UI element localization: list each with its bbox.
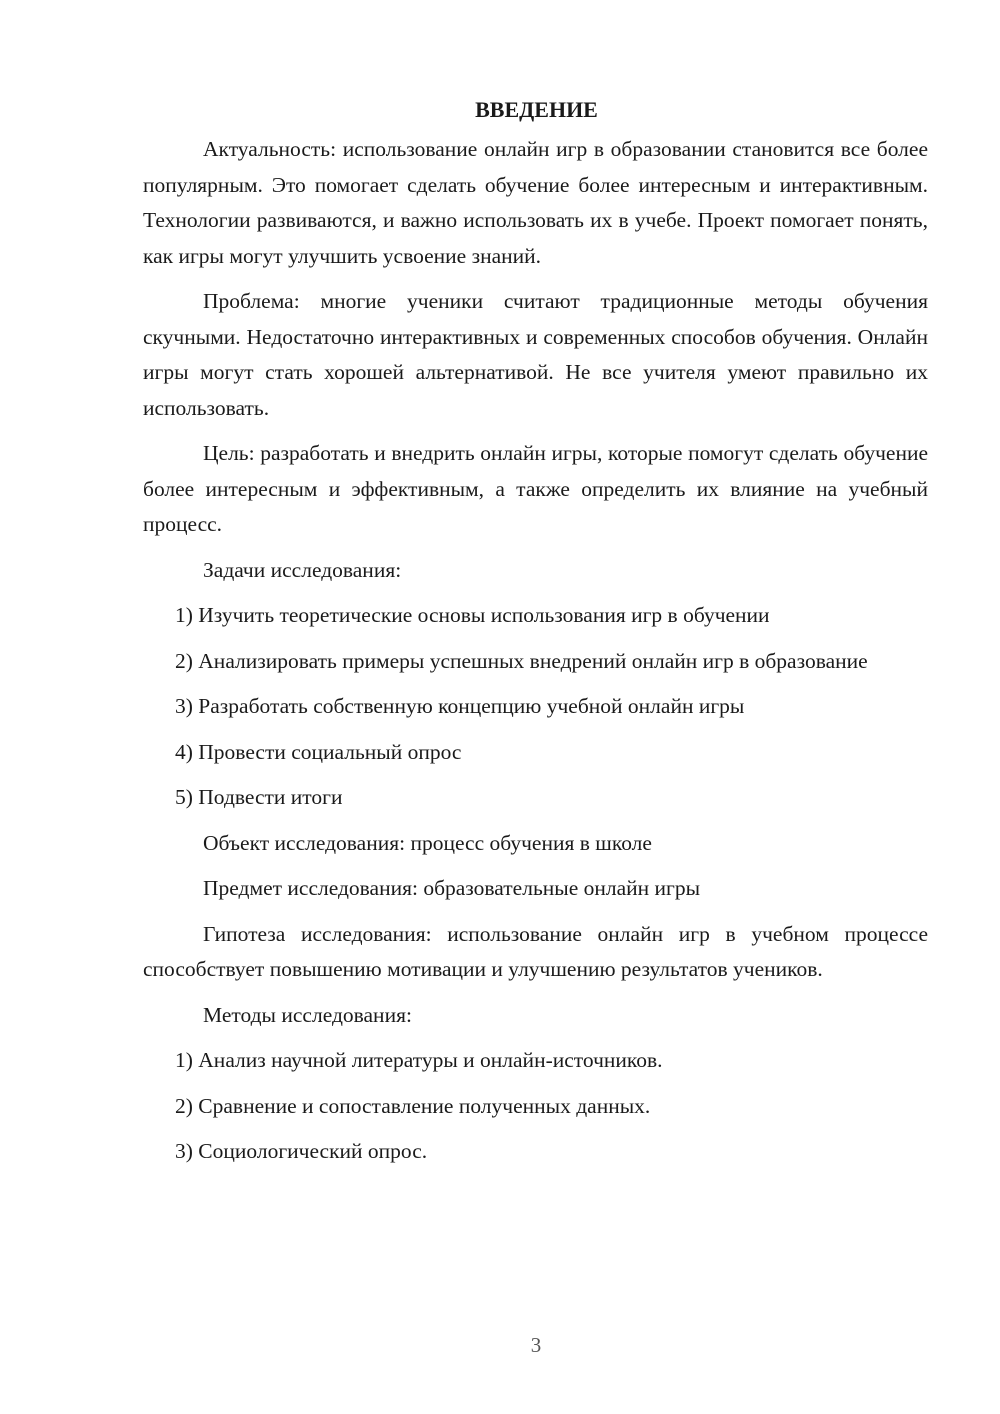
method-item: 3) Социологический опрос. xyxy=(175,1139,428,1163)
task-item: 3) Разработать собственную концепцию учебной онлайн игры xyxy=(175,694,745,718)
task-item: 5) Подвести итоги xyxy=(175,785,343,809)
method-item: 1) Анализ научной литературы и онлайн-источников. xyxy=(175,1048,663,1072)
hypothesis-paragraph: Гипотеза исследования: использование онлайн игр в учебном процессе способствует повышению мотивации и улучшению результатов учеников. xyxy=(143,921,928,981)
section-title: ВВЕДЕНИЕ xyxy=(475,97,598,122)
research-subject: Предмет исследования: образовательные онлайн игры xyxy=(203,876,701,900)
goal-paragraph: Цель: разработать и внедрить онлайн игры, которые помогут сделать обучение более интересным и эффективным, а также определить их влияние на учебный процесс. xyxy=(143,441,928,536)
methods-heading: Методы исследования: xyxy=(203,1002,412,1027)
method-item: 2) Сравнение и сопоставление полученных данных. xyxy=(175,1093,651,1118)
task-item: 2) Анализировать примеры успешных внедрений онлайн игр в образование xyxy=(175,648,868,673)
relevance-paragraph: Актуальность: использование онлайн игр в образовании становится все более популярным. Это помогает сделать обучение более интересным и интерактивным. Технологии развиваются, и важно использовать их в учебе. Проект помогает понять, как игры могут улучшить усвоение знаний. xyxy=(143,137,928,268)
page-number: 3 xyxy=(530,1333,542,1357)
task-item: 4) Провести социальный опрос xyxy=(175,739,462,764)
problem-paragraph: Проблема: многие ученики считают традиционные методы обучения скучными. Недостаточно интерактивных и современных способов обучения. Онлайн игры могут стать хорошей альтернативой. Не все учителя умеют правильно их использовать. xyxy=(143,289,928,420)
task-item: 1) Изучить теоретические основы использования игр в обучении xyxy=(175,603,770,627)
research-object: Объект исследования: процесс обучения в школе xyxy=(203,830,652,855)
document-page xyxy=(143,92,928,1180)
tasks-heading: Задачи исследования: xyxy=(203,557,402,582)
